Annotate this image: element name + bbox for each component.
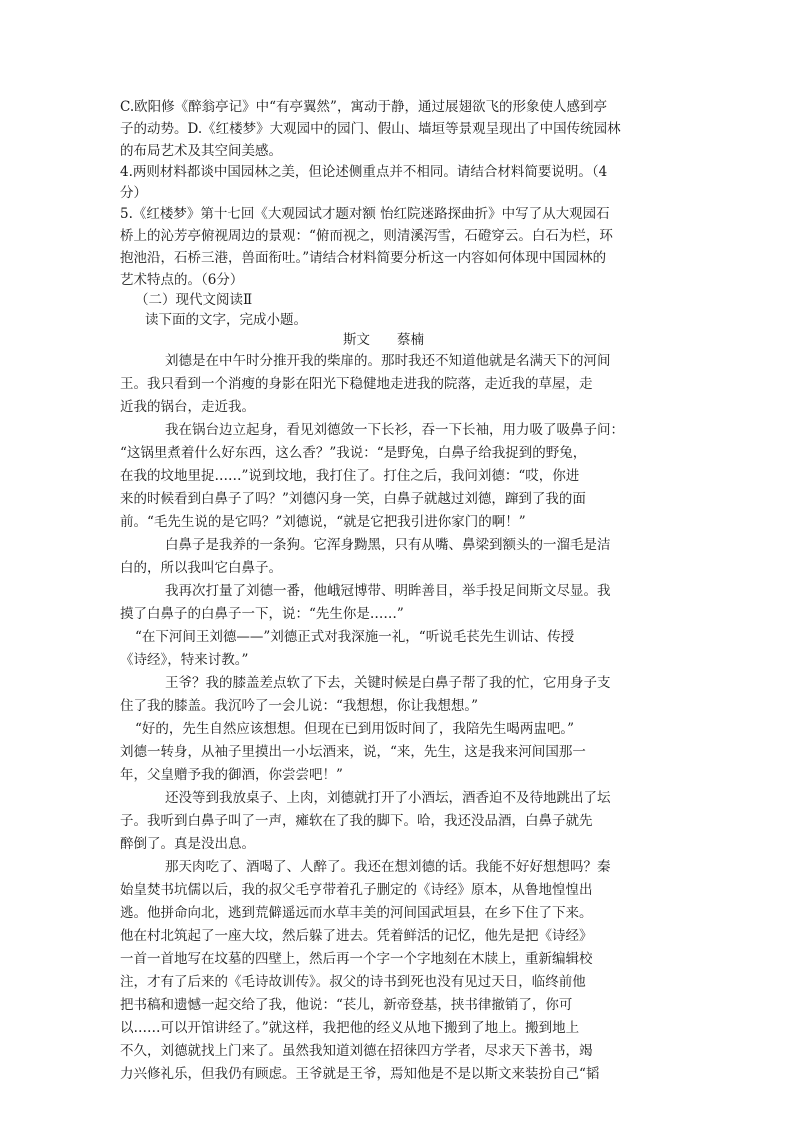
article-line: 还没等到我放桌子、上肉，刘德就打开了小酒坛，酒香迫不及待地跳出了坛 [165, 790, 611, 806]
article-line: 白鼻子是我养的一条狗。它浑身黝黑，只有从嘴、鼻梁到额头的一溜毛是洁 [165, 537, 611, 553]
question-4-line-1: 4.两则材料都谈中国园林之美，但论述侧重点并不相同。请结合材料简要说明。（4 [120, 164, 608, 180]
article-line: 不久，刘德就找上门来了。虽然我知道刘德在招徕四方学者，尽求天下善书，竭 [120, 1043, 593, 1059]
article-title: 斯文 蔡楠 [343, 332, 424, 348]
article-line: 王爷？我的膝盖差点软了下去，关键时候是白鼻子帮了我的忙，它用身子支 [165, 675, 611, 691]
article-line: 我在锅台边立起身，看见刘德敛一下长衫，吞一下长袖，用力吸了吸鼻子问： [165, 422, 624, 438]
article-line: 年，父皇赠予我的御酒，你尝尝吧！” [120, 767, 343, 783]
article-line: 《诗经》，特来讨教。” [120, 652, 249, 668]
article-line: 在我的坟地里捉……”说到坟地，我打住了。打住之后，我问刘德：“哎，你进 [120, 468, 580, 484]
article-line: 力兴修礼乐，但我仍有顾虑。王爷就是王爷，焉知他是不是以斯文来装扮自己“韬 [120, 1066, 600, 1082]
article-line: 刘德是在中午时分推开我的柴扉的。那时我还不知道他就是名满天下的河间 [165, 353, 611, 369]
article-line: 那天肉吃了、酒喝了、人醉了。我还在想刘德的话。我能不好好想想吗？秦 [165, 859, 611, 875]
article-line: 始皇焚书坑儒以后，我的叔父毛亨带着孔子删定的《诗经》原本，从鲁地惶惶出 [120, 882, 593, 898]
article-line: 他在村北筑起了一座大坟，然后躲了进去。凭着鲜活的记忆，他先是把《诗经》 [120, 928, 593, 944]
article-line: 白的，所以我叫它白鼻子。 [120, 560, 282, 576]
article-line: 把书稿和遗憾一起交给了我，他说：“苌儿，新帝登基，挟书律撤销了，你可 [120, 997, 573, 1013]
article-line: 王。我只看到一个消瘦的身影在阳光下稳健地走进我的院落，走近我的草屋，走 [120, 376, 593, 392]
article-line: 注，才有了后来的《毛诗故训传》。叔父的诗书到死也没有见过天日，临终前他 [120, 974, 586, 990]
question-5-line-4: 艺术特点的。（6分） [120, 272, 244, 288]
article-line: 子。我听到白鼻子叫了一声，瘫软在了我的脚下。哈，我还没品酒，白鼻子就先 [120, 813, 593, 829]
question-4-line-2: 分） [120, 185, 147, 201]
article-line: “这锅里煮着什么好东西，这么香？”我说：“是野兔，白鼻子给我捉到的野兔， [120, 445, 587, 461]
article-line: 醉倒了。真是没出息。 [120, 836, 255, 852]
article-line: 一首一首地写在坟墓的四壁上，然后再一个字一个字地刻在木牍上，重新编辑校 [120, 951, 593, 967]
article-line: 前。“毛先生说的是它吗？”刘德说，“就是它把我引进你家门的啊！” [120, 514, 526, 530]
article-line: 刘德一转身，从袖子里摸出一小坛酒来，说，“来，先生，这是我来河间国那一 [120, 744, 586, 760]
question-5-line-1: 5.《红楼梦》第十七回《大观园试才题对额 怡红院迷路探曲折》中写了从大观园石 [120, 206, 610, 222]
article-line: 来的时候看到白鼻子了吗？”刘德闪身一笑，白鼻子就越过刘德，蹿到了我的面 [120, 491, 586, 507]
article-line: 近我的锅台，走近我。 [120, 399, 255, 415]
article-line: 住了我的膝盖。我沉吟了一会儿说：“我想想，你让我想想。” [120, 698, 479, 714]
instruction: 读下面的文字，完成小题。 [145, 312, 307, 328]
article-line: 摸了白鼻子的白鼻子一下，说：“先生你是……” [120, 606, 404, 622]
option-c-line-3: 的布局艺术及其空间美感。 [120, 143, 282, 159]
section-heading: （二）现代文阅读Ⅱ [135, 292, 253, 308]
option-c-line-2: 子的动势。D.《红楼梦》大观园中的园门、假山、墙垣等景观呈现出了中国传统园林 [120, 121, 621, 137]
article-line: “好的，先生自然应该想想。但现在已到用饭时间了，我陪先生喝两盅吧。” [135, 721, 575, 737]
option-c-line-1: C.欧阳修《醉翁亭记》中“有亭翼然”，寓动于静，通过展翅欲飞的形象使人感到亭 [120, 99, 607, 115]
article-line: 逃。他拼命向北，逃到荒僻遥远而水草丰美的河间国武垣县，在乡下住了下来。 [120, 905, 593, 921]
article-line: “在下河间王刘德——”刘德正式对我深施一礼，“听说毛苌先生训诂、传授 [135, 629, 575, 645]
question-5-line-3: 抱池沿，石桥三港，兽面衔吐。”请结合材料简要分析这一内容如何体现中国园林的 [120, 250, 607, 266]
article-line: 我再次打量了刘德一番，他峨冠博带、明眸善目，举手投足间斯文尽显。我 [165, 583, 611, 599]
question-5-line-2: 桥上的沁芳亭俯视周边的景观：“俯而视之，则清溪泻雪，石磴穿云。白石为栏，环 [120, 228, 613, 244]
article-line: 以……可以开馆讲经了。”就这样，我把他的经义从地下搬到了地上。搬到地上 [120, 1020, 580, 1036]
